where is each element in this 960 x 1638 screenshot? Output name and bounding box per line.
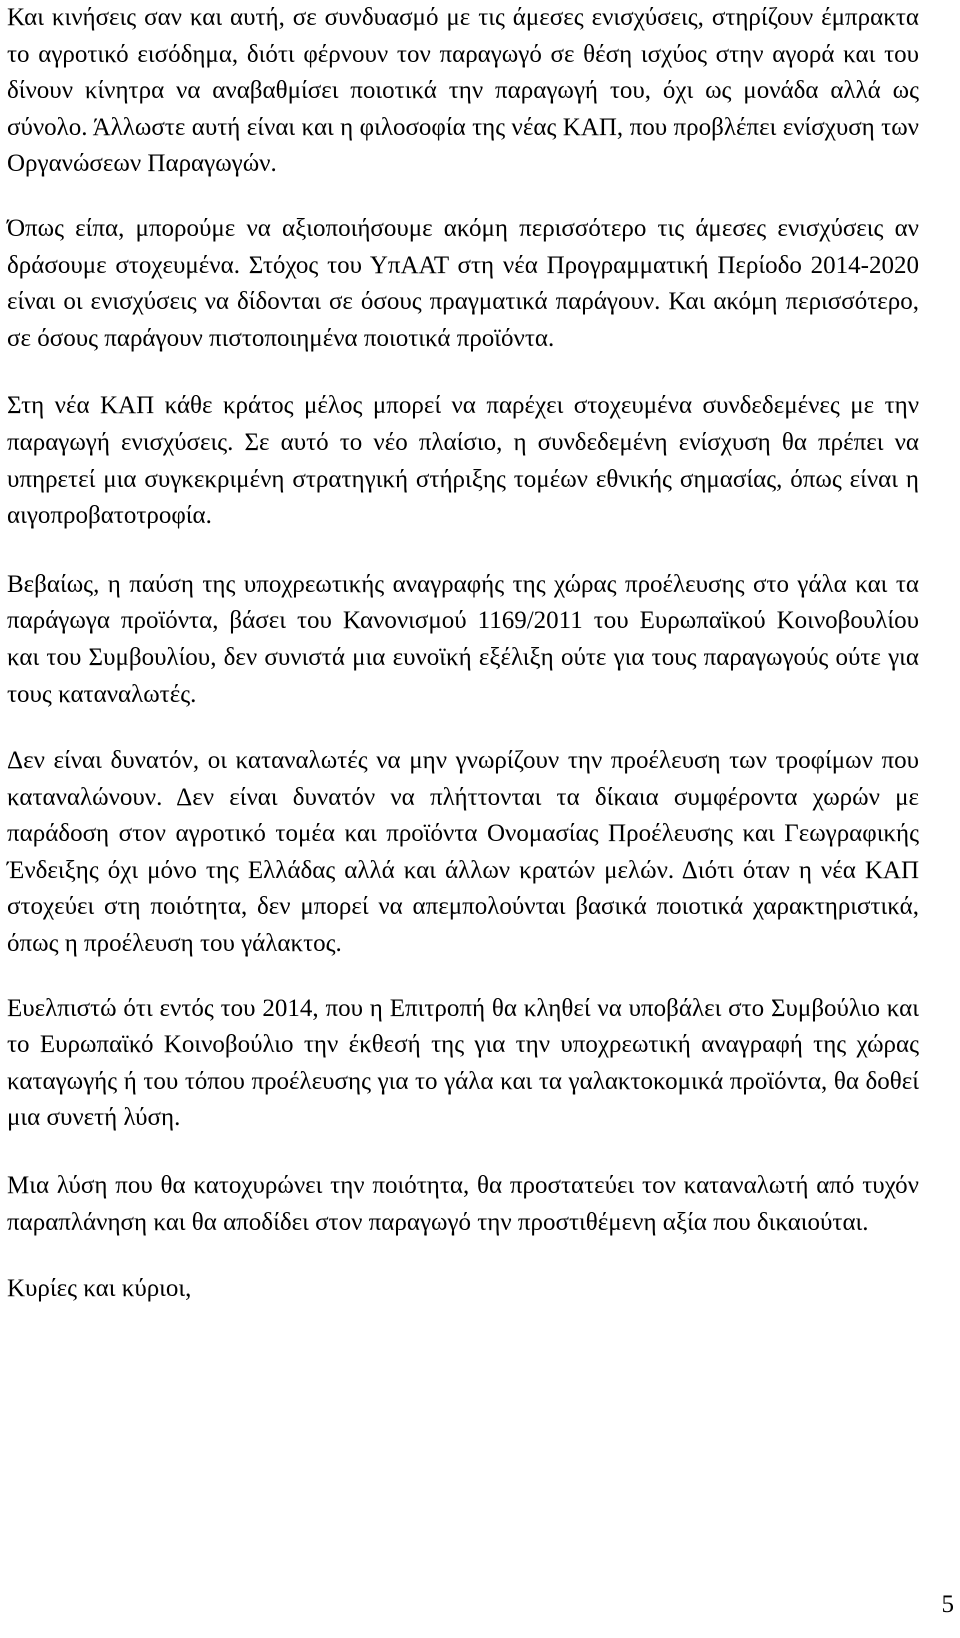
page-number: 5	[941, 1591, 954, 1618]
document-body	[7, 0, 919, 1308]
paragraph-producer-organizations: Και κινήσεις σαν και αυτή, σε συνδυασμό με τις άμεσες ενισχύσεις, στηρίζουν έμπρακτα το αγροτικό εισόδημα, διότι φέρνουν τον παραγωγό σε θέση ισχύος στην αγορά και του δίνουν κίνητρα να αναβαθμίσει ποιοτικά την παραγωγή του, όχι ως μονάδα αλλά ως σύνολο. Άλλωστε αυτή είναι και η φιλοσοφία της νέας ΚΑΠ, που προβλέπει ενίσχυση των Οργανώσεων Παραγωγών.	[7, 4, 919, 178]
paragraph-origin-labelling: Βεβαίως, η παύση της υποχρεωτικής αναγραφής της χώρας προέλευσης στο γάλα και τα παράγωγα προϊόντα, βάσει του Κανονισμού 1169/2011 του Ευρωπαϊκού Κοινοβουλίου και του Συμβουλίου, δεν συνιστά μια ευνοϊκή εξέλιξη ούτε για τους παραγωγούς ούτε για τους καταναλωτές.	[7, 570, 919, 708]
paragraph-consumer-information: Δεν είναι δυνατόν, οι καταναλωτές να μην γνωρίζουν την προέλευση των τροφίμων που καταναλώνουν. Δεν είναι δυνατόν να πλήττονται τα δίκαια συμφέροντα χωρών με παράδοση στον αγροτικό τομέα και προϊόντα Ονομασίας Προέλευσης και Γεωγραφικής Ένδειξης όχι μόνο της Ελλάδας αλλά και άλλων κρατών μελών. Διότι όταν η νέα ΚΑΠ στοχεύει στη ποιότητα, δεν μπορεί να απεμπολούνται βασικά ποιοτικά χαρακτηριστικά, όπως η προέλευση του γάλακτος.	[7, 747, 919, 958]
paragraph-commission-report: Ευελπιστώ ότι εντός του 2014, που η Επιτροπή θα κληθεί να υποβάλει στο Συμβούλιο και το Ευρωπαϊκό Κοινοβούλιο την έκθεσή της για την υποχρεωτική αναγραφή της χώρας καταγωγής ή του τόπου προέλευσης για το γάλα και τα γαλακτοκομικά προϊόντα, θα δοθεί μια συνετή λύση.	[7, 994, 919, 1132]
paragraph-coupled-support: Στη νέα ΚΑΠ κάθε κράτος μέλος μπορεί να παρέχει στοχευμένα συνδεδεμένες με την παραγωγή ενισχύσεις. Σε αυτό το νέο πλαίσιο, η συνδεδεμένη ενίσχυση θα πρέπει να υπηρετεί μια συγκεκριμένη στρατηγική στήριξης τομέων εθνικής σημασίας, όπως είναι η αιγοπροβατοτροφία.	[7, 392, 919, 530]
paragraph-targeted-support: Όπως είπα, μπορούμε να αξιοποιήσουμε ακόμη περισσότερο τις άμεσες ενισχύσεις αν δράσουμε στοχευμένα. Στόχος του ΥπΑΑΤ στη νέα Προγραμματική Περίοδο 2014-2020 είναι οι ενισχύσεις να δίδονται σε όσους πραγματικά παράγουν. Και ακόμη περισσότερο, σε όσους παράγουν πιστοποιημένα ποιοτικά προϊόντα.	[7, 214, 919, 352]
paragraph-salutation: Κυρίες και κύριοι,	[7, 1275, 192, 1303]
paragraph-quality-solution: Μια λύση που θα κατοχυρώνει την ποιότητα, θα προστατεύει τον καταναλωτή από τυχόν παραπλάνηση και θα αποδίδει στον παραγωγό την προστιθέμενη αξία που δικαιούται.	[7, 1172, 919, 1236]
